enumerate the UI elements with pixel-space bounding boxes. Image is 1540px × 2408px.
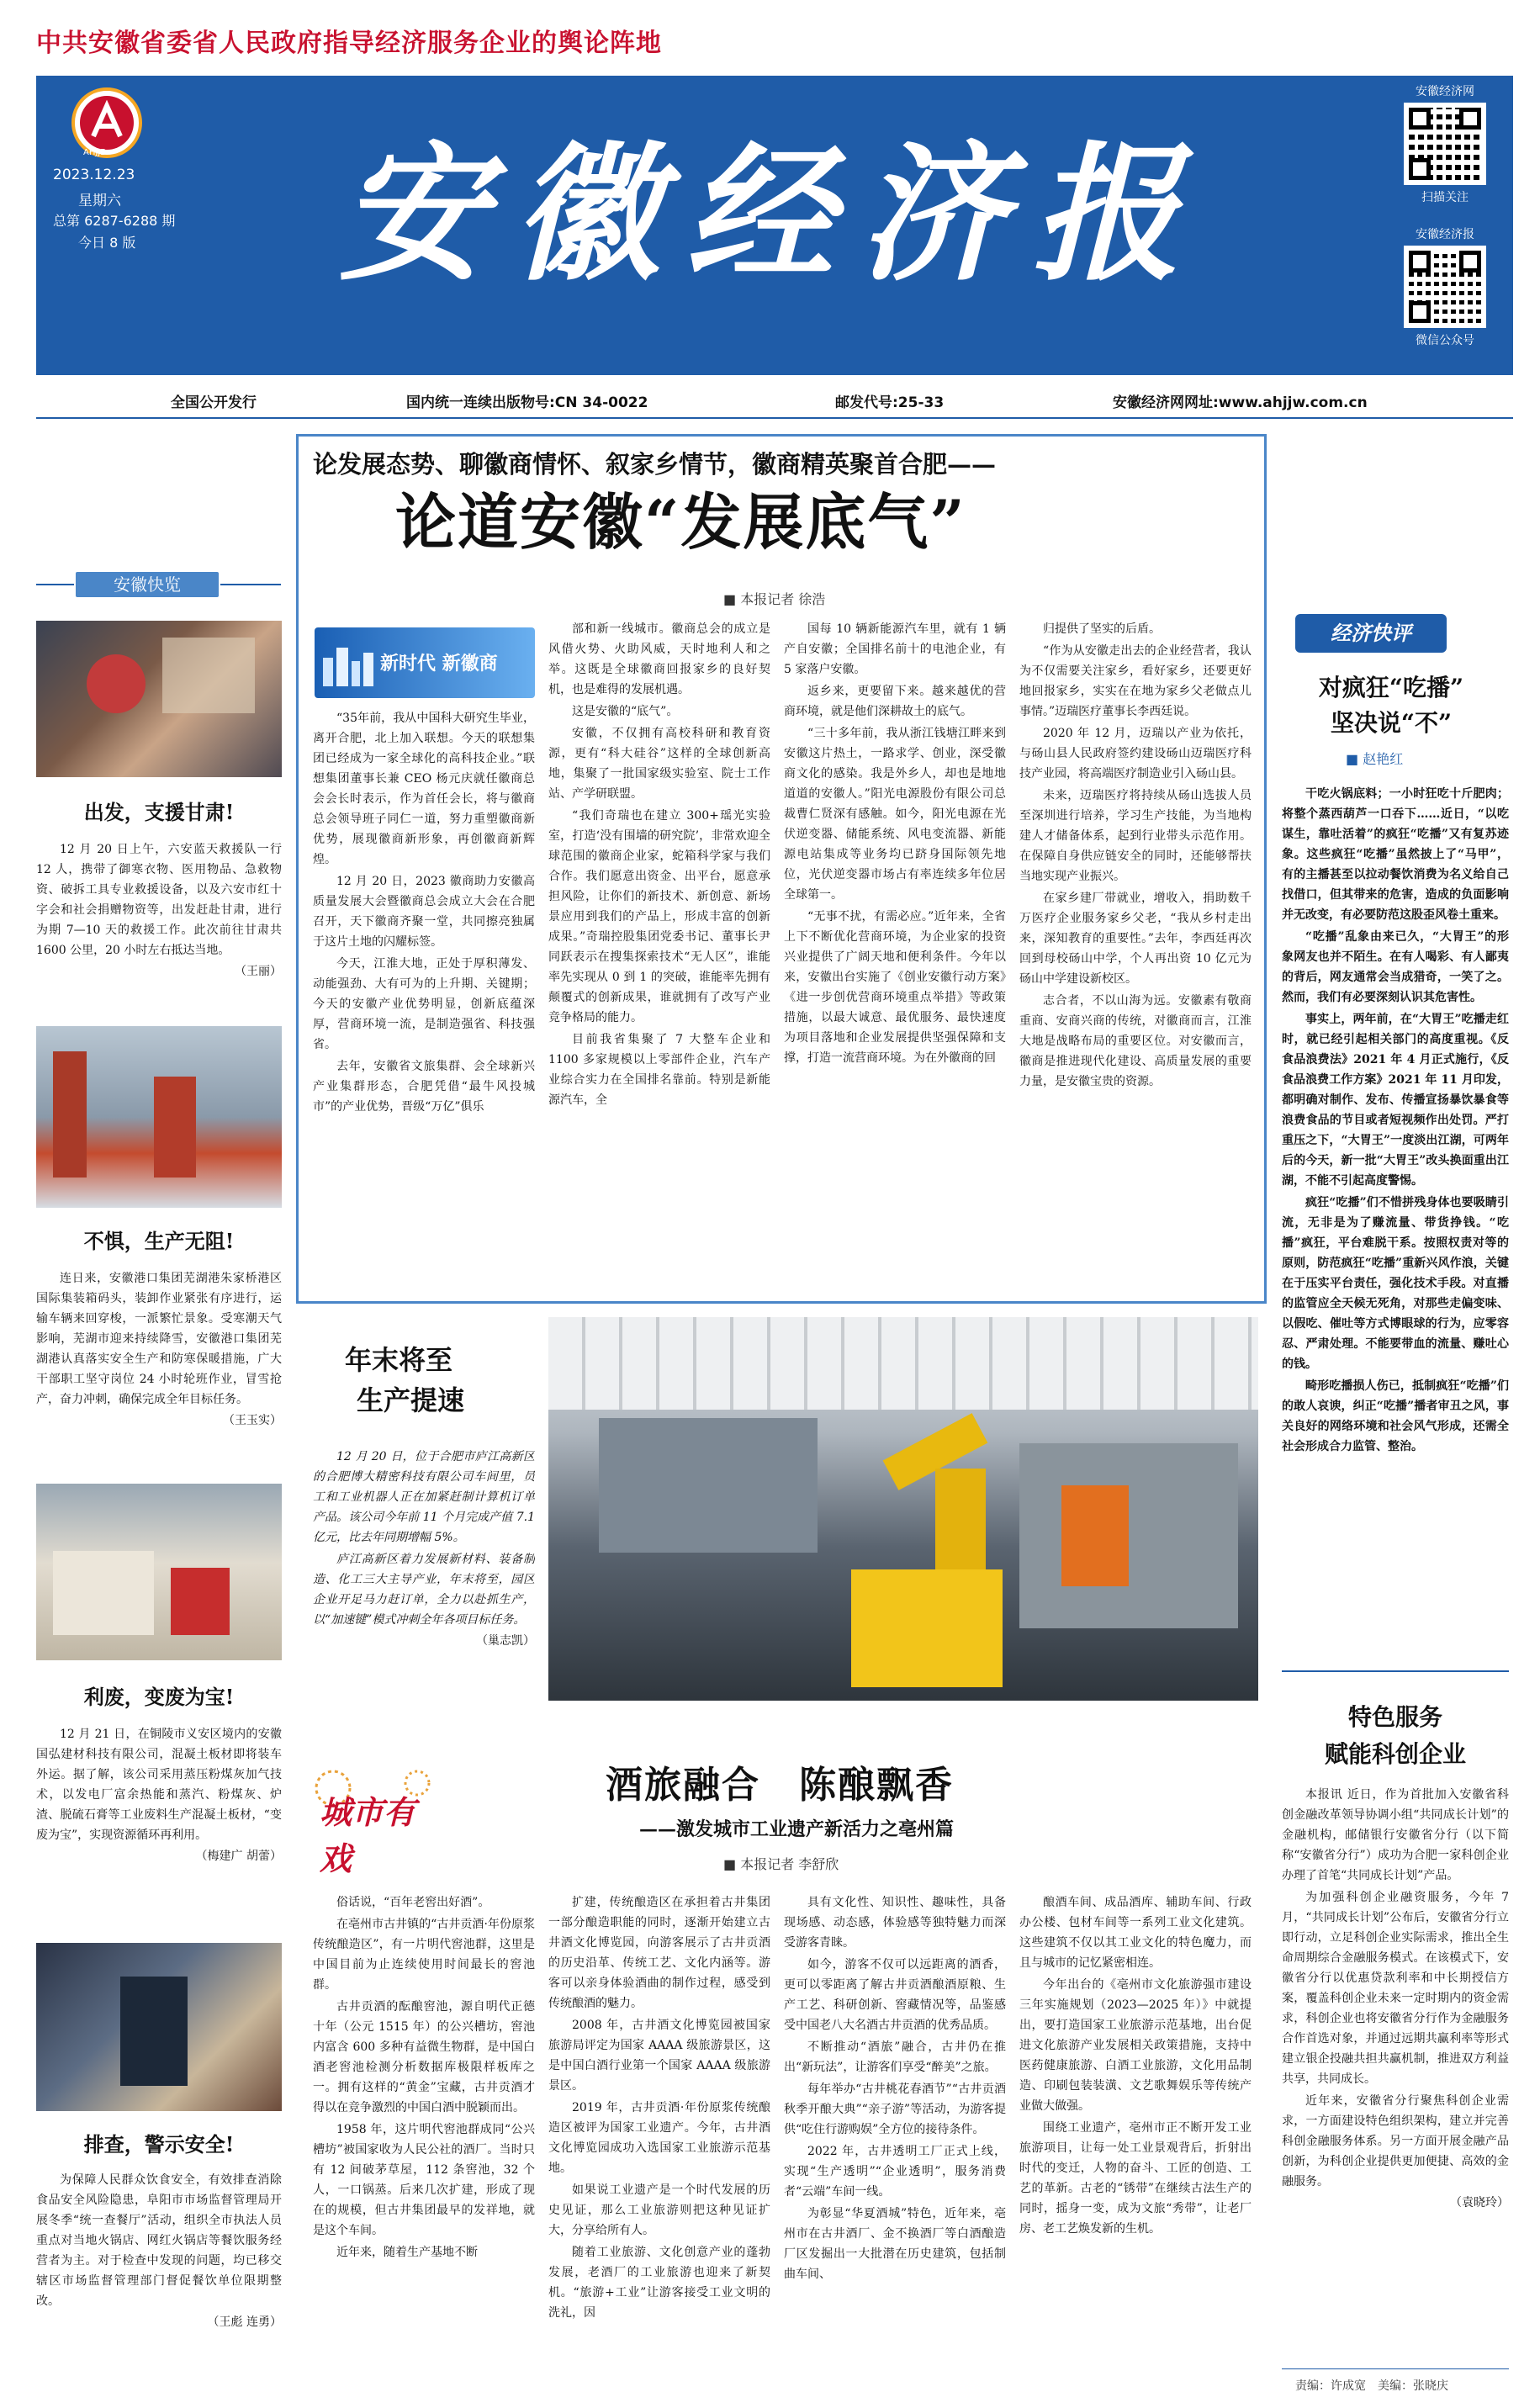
- lead-col3-p4: “无事不扰，有需必应。”近年来，全省上下不断优化营商环境，为企业家的投资兴业提供了广阔天地和便利条件。今年以来，安徽出台实施了《创业安徽行动方案》《进一步创优营商环境重点举措》等政策措施，以最大诚意、最优服务、最快速度为项目落地和企业发展提供坚强保障和支撑，打造一流营商环境。为在外徽商的回: [784, 910, 1006, 1065]
- photo-port-snow: [36, 1026, 282, 1208]
- lead-headline: 论道安徽“发展底气”: [395, 486, 966, 558]
- logo-badge-text: AHJJB: [83, 148, 107, 157]
- divider: [36, 417, 1513, 419]
- qr2-label-bottom: 微信公众号: [1416, 334, 1474, 347]
- bottom-column-1: [313, 1892, 535, 2380]
- website-link[interactable]: 安徽经济网网址:www.ahjjw.com.cn: [1113, 394, 1368, 411]
- commentary-author: ■ 赵艳红: [1346, 751, 1404, 767]
- section-label-anhui-quick: [76, 572, 219, 597]
- bottom-col3-p1: 具有文化性、知识性、趣味性，具备现场感、动态感，体验感等独特魅力而深受游客青睐。: [784, 1896, 1006, 1950]
- footer-editors: 责编：许成宽 美编：张晓庆: [1295, 2379, 1448, 2393]
- photo-volunteers: [36, 621, 282, 777]
- lead-badge: [315, 627, 535, 698]
- masthead-banner: [36, 76, 1513, 375]
- left-item4-body: [36, 2170, 282, 2367]
- bottom-col1-p1: 俗话说，“百年老窖出好酒”。: [336, 1896, 490, 1909]
- photo-caption-p2: 庐江高新区着力发展新材料、装备制造、化工三大主导产业，年末将至，园区企业开足马力赶订单，全力以赴抓生产，以“加速键”模式冲刺全年各项目标任务。: [313, 1553, 535, 1627]
- bottom-col2-p4: 如果说工业遗产是一个时代发展的历史见证，那么工业旅游则把这种见证扩大，分享给所有人。: [548, 2183, 770, 2237]
- masthead-slogan: 中共安徽省委省人民政府指导经济服务企业的舆论阵地: [36, 29, 662, 58]
- photo-building-materials: [36, 1484, 282, 1660]
- feature-p3: 近年来，安徽省分行聚焦科创企业需求，一方面建设特色组织架构，建立并完善科创金融服务体系。另一方面开展金融产品创新，为科创企业提供更加便捷、高效的金融服务。: [1282, 2094, 1509, 2188]
- postal-code: 邮发代号:25-33: [835, 394, 945, 411]
- photo-title-2: 生产提速: [357, 1384, 465, 1416]
- newspaper-title: 安徽经济报: [339, 127, 1206, 301]
- commentary-p4: 疯狂“吃播”们不惜拼残身体也要吸睛引流，无非是为了赚流量、带货挣钱。“吃播”疯狂，平台难脱干系。按照权责对等的原则，防范疯狂“吃播”重新兴风作浪，关键在于压实平台责任，强化技术手段。对直播的监管应全天候无死角，对那些走偏变味、以假吃、催吐等方式博眼球的行为，应零容忍、严肃处理。不能要带血的流量、赚吐心的钱。: [1282, 1196, 1509, 1371]
- commentary-body: [1282, 784, 1509, 1659]
- feature-body: [1282, 1785, 1509, 2340]
- bottom-col4-p1: 酿酒车间、成品酒库、辅助车间、行政办公楼、包材车间等一系列工业文化建筑。这些建筑不仅以其工业文化的特色魔力，而且与城市的记忆紧密相连。: [1019, 1896, 1252, 1970]
- photo-caption: [313, 1447, 535, 1716]
- qr-block-wechat: [1386, 225, 1504, 368]
- issue-weekday: 星期六: [78, 193, 121, 209]
- bottom-column-2: [548, 1892, 770, 2380]
- lead-col3-p1: 国每 10 辆新能源汽车里，就有 1 辆产自安徽；全国排名前十的电池企业，有 5 家落户安徽。: [784, 622, 1006, 676]
- feature-title-2: 赋能科创企业: [1324, 1740, 1466, 1768]
- lead-col4-p6: 志合者，不以山海为远。安徽素有敬商重商、安商兴商的传统，对徽商而言，江淮大地是战略布局的重要区位。对安徽而言，徽商是推进现代化建设、高质量发展的重要力量，是安徽宝贵的资源。: [1019, 994, 1252, 1088]
- bottom-col3-p3: 不断推动“酒旅”融合，古井仍在推出“新玩法”，让游客们享受“醉美”之旅。: [784, 2040, 1006, 2074]
- left-item2-author: （王玉实）: [223, 1414, 282, 1427]
- bottom-col3-p5: 2022 年，古井透明工厂正式上线，实现“生产透明”“企业透明”，服务消费者“云端”车间一线。: [784, 2145, 1006, 2199]
- photo-robot-factory: [548, 1317, 1258, 1701]
- lead-col2-p5: 目前我省集聚了 7 大整车企业和 1100 多家规模以上零部件企业，汽车产业综合实力在全国排名靠前。特别是新能源汽车，全: [548, 1033, 770, 1107]
- city-skyline-icon: [320, 639, 378, 690]
- commentary-p1: 干吃火锅底料；一小时狂吃十斤肥肉；将整个蒸西葫芦一口吞下……近日，“以吃谋生，靠吐活着”的疯狂“吃播”又有复苏迹象。这些疯狂“吃播”虽然披上了“马甲”，有的主播甚至以拉动餐饮消费为名义给自己找借口，但其带来的危害，造成的负面影响并无改变，有必要防范这股歪风卷土重来。: [1282, 787, 1509, 922]
- left-item1-body: [36, 839, 282, 1018]
- bottom-headline: 酒旅融合 陈酿飘香: [606, 1764, 954, 1807]
- lead-byline: ■ 本报记者 徐浩: [723, 591, 826, 607]
- lead-col4-p2: “作为从安徽走出去的企业经营者，我认为不仅需要关注家乡，看好家乡，还要更好地回报家乡，实实在在地为家乡父老做点儿事情。”迈瑞医疗董事长李西廷说。: [1019, 644, 1252, 718]
- bottom-col4-p2: 今年出台的《亳州市文化旅游强市建设三年实施规划（2023—2025 年）》中就提出，要打造国家工业旅游示范基地，出台促进文化旅游产业发展相关政策措施，支持中医药健康旅游、白酒工业旅游，文化用品制造、印刷包装装潢、文艺歌舞娱乐等传统产业做大做强。: [1019, 1978, 1252, 2113]
- lead-col2-p3: 安徽，不仅拥有高校科研和教育资源，更有“科大硅谷”这样的全球创新高地，集聚了一批国家级实验室、院士工作站、产学研联盟。: [548, 727, 770, 801]
- bottom-column-4: [1019, 1892, 1252, 2380]
- lead-col4-p3: 2020 年 12 月，迈瑞以产业为依托，与砀山县人民政府签约建设砀山迈瑞医疗科技产业园，将高端医疗制造业引入砀山县。: [1019, 727, 1252, 781]
- info-bar: [36, 387, 1513, 414]
- lead-column-3: [784, 619, 1006, 1297]
- lead-kicker: 论发展态势、聊徽商情怀、叙家乡情节，徽商精英聚首合肥——: [313, 450, 997, 479]
- lead-col3-p3: “三十多年前，我从浙江钱塘江畔来到安徽这片热土，一路求学、创业，深受徽商文化的感染。我是外乡人，却也是地地道道的安徽人。”阳光电源股份有限公司总裁曹仁贤深有感触。如今，阳光电源在光伏逆变器、储能系统、风电变流器、新能源电站集成等业务均已跻身国际领先地位，光伏逆变器市场占有率连续多年位居全球第一。: [784, 727, 1006, 902]
- feature-title-1: 特色服务: [1347, 1703, 1442, 1731]
- bottom-column-3: [784, 1892, 1006, 2380]
- cn-number: 国内统一连续出版物号:CN 34-0022: [406, 394, 648, 411]
- feature-p1: 本报讯 近日，作为首批加入安徽省科创金融改革领导协调小组“共同成长计划”的金融机构，邮储银行安徽省分行（以下简称“安徽省分行”）成功为合肥一家科创企业办理了首笔“共同成长计划”产品。: [1282, 1788, 1509, 1882]
- issue-date: 2023.12.23: [53, 167, 135, 183]
- left-item2-text: 连日来，安徽港口集团芜湖港朱家桥港区国际集装箱码头，装卸作业紧张有序进行，运输车辆来回穿梭，一派繁忙景象。受寒潮天气影响，芜湖市迎来持续降雪，安徽港口集团芜湖港认真落实安全生产和防寒保暖措施，广大干部职工坚守岗位 24 小时轮班作业，冒雪抢产，奋力冲刺，确保完成全年目标任务。: [36, 1272, 282, 1406]
- photo-author: （巢志凯）: [476, 1634, 535, 1648]
- lead-col2-p4: “我们奇瑞也在建立 300+瑶光实验室，打造‘没有围墙的研究院’，非常欢迎全球范围的徽商企业家，蛇箱科学家与我们合作。我们愿意出资金、出平台，愿意承担风险，让你们的新技术、新创意、新场景应用到我们的产品上，形成丰富的创新成果。”奇瑞控股集团党委书记、董事长尹同跃表示在搜集探索技术“无人区”，谁能率先实现从 0 到 1 的突破，谁能率先拥有颠覆式的创新成果，谁就拥有了改写产业竞争格局的能力。: [548, 809, 770, 1024]
- left-item4-title: 排查，警示安全!: [83, 2132, 235, 2157]
- bottom-col2-p2: 2008 年，古井酒文化博览园被国家旅游局评定为国家 AAAA 级旅游景区，这是中国白酒行业第一个国家 AAAA 级旅游景区。: [548, 2019, 770, 2093]
- city-stamp-text: 城市有戏: [320, 1793, 416, 1877]
- left-item1-text: 12 月 20 日上午，六安蓝天救援队一行 12 人，携带了御寒衣物、医用物品、急救物资、破拆工具专业救援设备，以及六安市红十字会和社会捐赠物资等，出发赶赴甘肃，进行为期 7—10 天的救援工作。此次前往甘肃共 1600 公里，20 小时左右抵达当地。: [36, 843, 282, 957]
- divider: [1282, 1670, 1509, 1672]
- commentary-p3: 事实上，两年前，在“大胃王”吃播走红时，就已经引起相关部门的高度重视。《反食品浪费法》2021 年 4 月正式施行，《反食品浪费工作方案》2021 年 11 月印发，都明确对制作、发布、传播宣扬暴饮暴食等浪费食品的节目或者短视频作出处罚。严打重压之下，“大胃王”一度淡出江湖，可两年后的今天，新一批“大胃王”改头换面重出江湖，不能不引起高度警惕。: [1282, 1013, 1509, 1188]
- qr1-label-bottom: 扫描关注: [1421, 191, 1469, 204]
- lead-col2-p1: 部和新一线城市。徽商总会的成立是风借火势、火助风威，天时地利人和之举。这既是全球徽商回报家乡的良好契机，也是难得的发展机遇。: [548, 622, 770, 696]
- bottom-col1-p2: 在亳州市古井镇的“古井贡酒·年份原浆传统酿造区”，有一片明代窖池群，这里是中国目前为止连续使用时间最长的窖池群。: [313, 1918, 535, 1992]
- lead-column-4: [1019, 619, 1252, 1297]
- divider: [1282, 2368, 1509, 2369]
- photo-title-1: 年末将至: [345, 1344, 453, 1376]
- masthead: [36, 22, 1513, 378]
- lead-col4-p1: 归提供了坚实的后盾。: [1043, 622, 1161, 636]
- commentary-label-text: 经济快评: [1331, 622, 1411, 645]
- bottom-byline: ■ 本报记者 李舒欣: [723, 1856, 839, 1872]
- lead-col3-p2: 返乡来，更要留下来。越来越优的营商环境，就是他们深耕故土的底气。: [784, 685, 1006, 718]
- left-item4-text: 为保障人民群众饮食安全，有效排查消除食品安全风险隐患，阜阳市市场监督管理局开展冬季“统一查餐厅”活动，组织全市执法人员重点对当地火锅店、网红火锅店等餐饮服务经营者为主。对于检查中发现的问题，均已移交辖区市场监督管理部门督促餐饮单位限期整改。: [36, 2173, 282, 2308]
- feature-author: （袁晓玲）: [1450, 2196, 1509, 2210]
- qr-code-icon[interactable]: [1404, 246, 1486, 328]
- section-label-economic-commentary: [1295, 614, 1447, 653]
- issue-number: 总第 6287-6288 期: [53, 213, 176, 229]
- commentary-p5: 畸形吃播损人伤已，抵制疯狂“吃播”们的敢人哀谀，纠正“吃播”播者审丑之风，事关良好的网络环境和社会风气形成，还需全社会形成合力监管、整治。: [1282, 1379, 1509, 1453]
- qr-code-icon[interactable]: [1404, 103, 1486, 185]
- bottom-col3-p6: 为彰显“华夏酒城”特色，近年来，亳州市在古井酒厂、金不换酒厂等白酒酿造厂区发掘出一大批潜在历史建筑，包括制曲车间、: [784, 2207, 1006, 2281]
- bottom-subhead: ——激发城市工业遗产新活力之亳州篇: [639, 1818, 955, 1840]
- lead-col2-p2: 这是安徽的“底气”。: [572, 705, 679, 718]
- lead-col4-p5: 在家乡建厂带就业，增收入，捐助数千万医疗企业服务家乡父老，“我从乡村走出来，深知教育的重要性。”去年，李西廷再次回到母校砀山中学，个人再出资 10 亿元为砀山中学建设新校区。: [1019, 892, 1252, 986]
- left-item1-author: （王丽）: [235, 965, 282, 978]
- bottom-col1-p4: 1958 年，这片明代窖池群成同“公兴槽坊”被国家收为人民公社的酒厂。当时只有 12 间破茅草屋，112 条窖池，32 个人，一口锅蒸。后来几次扩建，形成了现在的规模，但古井集团最早的发祥地，就是这个车间。: [313, 2123, 535, 2237]
- distribution-text: 全国公开发行: [171, 394, 257, 411]
- commentary-p2: “吃播”乱象由来已久，“大胃王”的形象网友也并不陌生。在有人喝彩、有人鄙夷的背后，网友通常会当成猎奇，一笑了之。然而，我们有必要深刻认识其危害性。: [1282, 930, 1509, 1004]
- qr1-label-top: 安徽经济网: [1416, 85, 1474, 98]
- issue-pages: 今日 8 版: [78, 235, 136, 251]
- bottom-col3-p4: 每年举办“古井桃花春酒节”“古井贡酒秋季开酿大典”“亲子游”等活动，为游客提供“吃住行游购娱”全方位的接待条件。: [784, 2083, 1006, 2136]
- logo-a-icon: [75, 91, 139, 155]
- left-item2-title: 不惧，生产无阻!: [83, 1229, 235, 1253]
- bottom-col2-p3: 2019 年，古井贡酒·年份原浆传统酿造区被评为国家工业遗产。今年，古井酒文化博览园成功入选国家工业旅游示范基地。: [548, 2101, 770, 2175]
- lead-col1-p4: 去年，安徽省文旅集群、会全球新兴产业集群形态，合肥凭借“最牛风投城市”的产业优势，晋级“万亿”俱乐: [313, 1060, 535, 1114]
- left-item3-text: 12 月 21 日，在铜陵市义安区境内的安徽国弘建材科技有限公司，混凝土板材即将装车外运。据了解，该公司采用蒸压粉煤灰加气技术，以发电厂富余热能和蒸汽、粉煤灰、炉渣、脱硫石膏等工业废料生产混凝土板材，“变废为宝”，实现资源循环再利用。: [36, 1728, 282, 1842]
- bottom-col2-p5: 随着工业旅游、文化创意产业的蓬勃发展，老酒厂的工业旅游也迎来了新契机。“旅游+工业”让游客接受工业文明的洗礼，因: [548, 2246, 770, 2320]
- section-label-text: 安徽快览: [114, 574, 181, 595]
- bottom-col1-p5: 近年来，随着生产基地不断: [336, 2246, 478, 2259]
- left-item2-body: [36, 1268, 282, 1467]
- left-item3-author: （梅建广 胡蕾）: [195, 1850, 282, 1863]
- bottom-col3-p2: 如今，游客不仅可以远距离的酒香，更可以零距离了解古井贡酒酿酒原粮、生产工艺、科研创新、窖藏情况等，品鉴感受中国老八大名酒古井贡酒的优秀品质。: [784, 1958, 1006, 2032]
- photo-food-inspection: [36, 1943, 282, 2111]
- photo-caption-p1: 12 月 20 日，位于合肥市庐江高新区的合肥博大精密科技有限公司车间里，员工和工业机器人正在加紧赶制计算机订单产品。该公司今年前 11 个月完成产值 7.1 亿元，比去年同期增幅 5%。: [313, 1450, 535, 1544]
- bottom-col4-p3: 围绕工业遗产，亳州市正不断开发工业旅游项目，让每一处工业景观背后，折射出时代的变迁，人物的奋斗、工匠的创造、工艺的革新。古老的“锈带”在继续古法生产的同时，摇身一变，成为文旅“秀带”，让老厂房、老工艺焕发新的生机。: [1019, 2121, 1252, 2236]
- lead-col1-p1: “35年前，我从中国科大研究生毕业，离开合肥，北上加入联想。今天的联想集团已经成为一家全球化的高科技企业。”联想集团董事长兼 CEO 杨元庆就任徽商总会会长时表示，作为首任会长，将与徽商总会领导班子同仁一道，努力重塑徽商新优势，展现徽商新形象，再创徽商新辉煌。: [313, 712, 535, 866]
- lead-column-1: [313, 708, 535, 1297]
- city-stamp: [308, 1766, 442, 1877]
- divider: [36, 584, 74, 585]
- left-item4-author: （王彪 连勇）: [207, 2315, 282, 2329]
- qr-block-website: [1386, 82, 1504, 217]
- newspaper-logo-badge: [71, 87, 142, 158]
- commentary-title-1: 对疯狂“吃播”: [1318, 674, 1464, 701]
- left-item1-title: 出发，支援甘肃!: [83, 800, 235, 824]
- qr2-label-top: 安徽经济报: [1416, 228, 1474, 241]
- commentary-title-2: 坚决说“不”: [1330, 709, 1453, 737]
- lead-column-2: [548, 619, 770, 1297]
- bottom-col2-p1: 扩建，传统酿造区在承担着古井集团一部分酿造职能的同时，逐渐开始建立古井酒文化博览园，向游客展示了古井贡酒的历史沿革、传统工艺、文化内涵等。游客可以亲身体验酒曲的制作过程，感受到传统酿酒的魅力。: [548, 1896, 770, 2010]
- divider: [220, 584, 281, 585]
- left-item3-body: [36, 1724, 282, 1934]
- feature-p2: 为加强科创企业融资服务，今年 7 月，“共同成长计划”公布后，安徽省分行立即行动，立足科创企业实际需求，推出全生命周期综合金融服务模式。在该模式下，安徽省分行以优惠贷款利率和中长期授信方案，覆盖科创企业未来一定时期内的资金需求，科创企业也将安徽省分行作为金融服务合作首选对象，并通过远期共赢利率等形式建立银企投融共担共赢机制，推进双方利益共享，共同成长。: [1282, 1891, 1509, 2086]
- lead-col1-p3: 今天，江淮大地，正处于厚积薄发、动能强劲、大有可为的上升期、关键期；今天的安徽产业优势明显，创新底蕴深厚，营商环境一流，是制造强省、科技强省。: [313, 957, 535, 1051]
- left-item3-title: 利废，变废为宝!: [83, 1685, 235, 1709]
- bottom-col1-p3: 古井贡酒的酝酿窖池，源自明代正德十年（公元 1515 年）的公兴槽坊，窖池内富含 600 多种有益微生物群，是中国白酒老窖池检测分析数据库极限样板库之一。拥有这样的“黄金”宝藏，古井贡酒才得以在竞争激烈的中国白酒中脱颖而出。: [313, 2000, 535, 2114]
- lead-badge-text: 新时代 新徽商: [380, 654, 498, 675]
- lead-col4-p4: 未来，迈瑞医疗将持续从砀山选拔人员至深圳进行培养，学习生产技能，为当地构建人才储备体系，起到行业带头示范作用。在保障自身供应链安全的同时，还能够帮扶当地实现产业振兴。: [1019, 789, 1252, 883]
- lead-col1-p2: 12 月 20 日，2023 徽商助力安徽高质量发展大会暨徽商总会成立大会在合肥召开，天下徽商齐聚一堂，共同擦亮独属于这片土地的闪耀标签。: [313, 875, 535, 949]
